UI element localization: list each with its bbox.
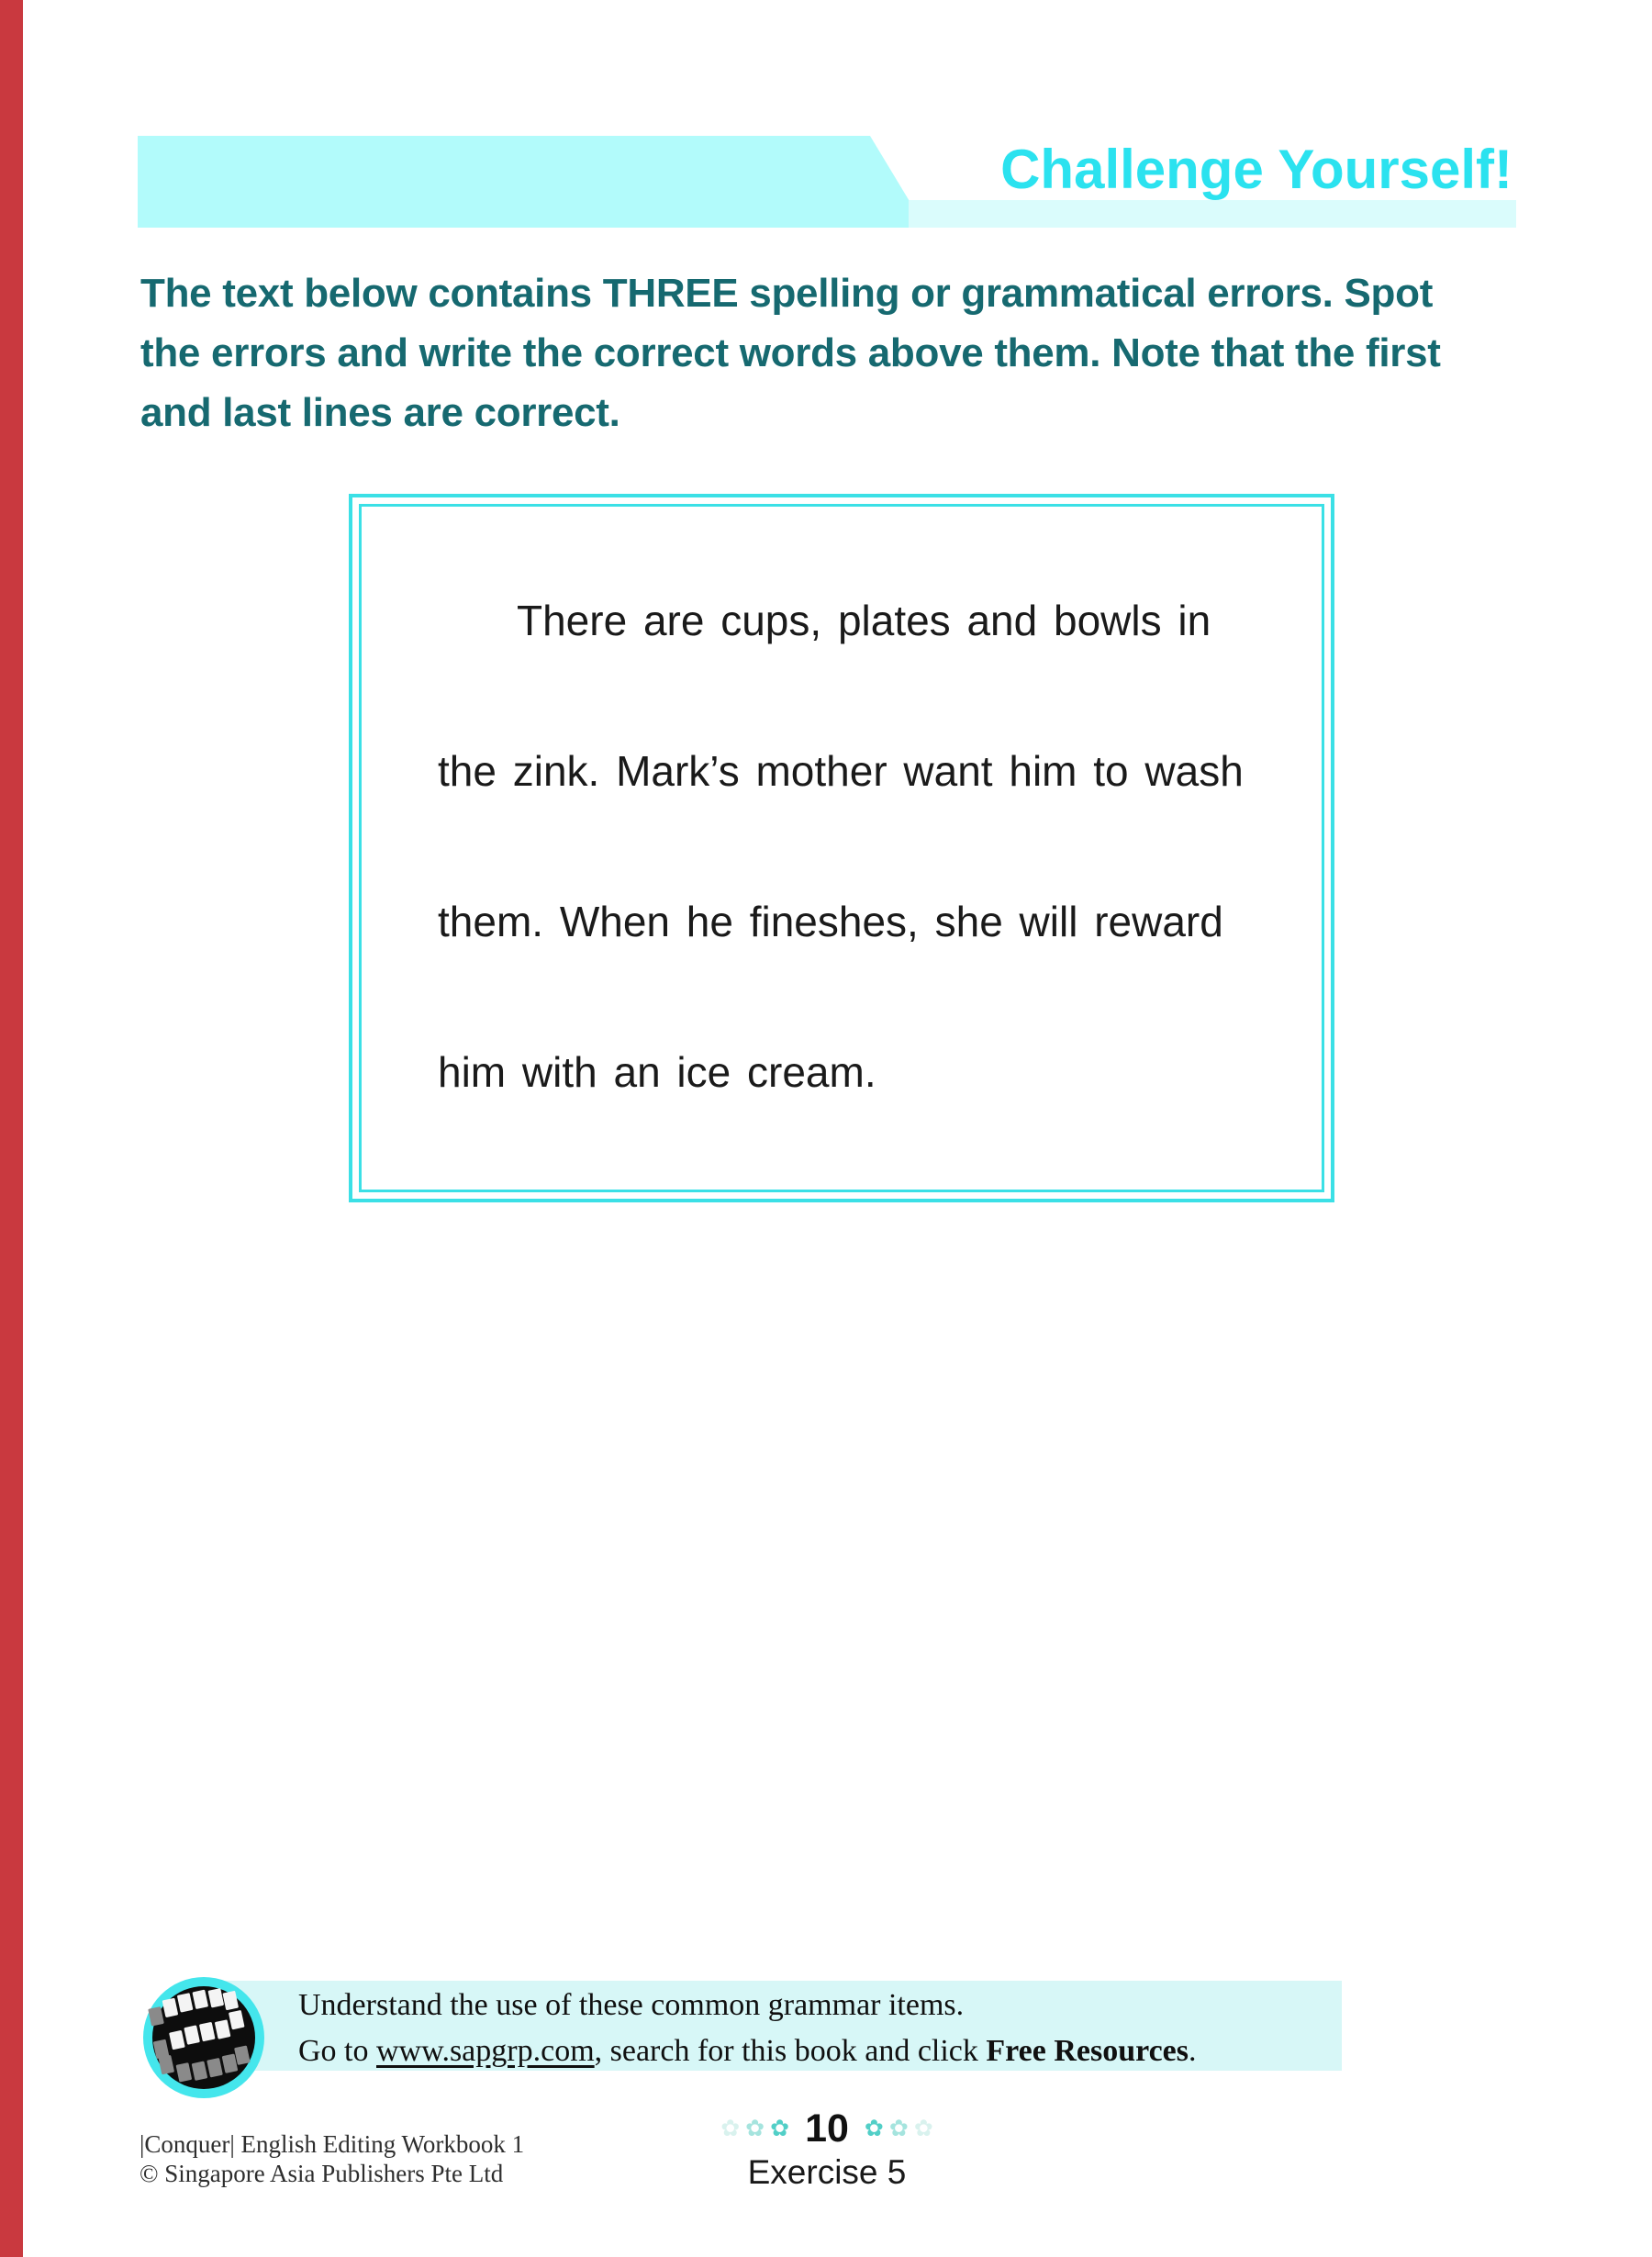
footer-note-middle: , search for this book and click: [594, 2034, 987, 2068]
passage-line: him with an ice cream.: [438, 1048, 876, 1096]
passage-text: [438, 545, 1282, 1147]
publisher-logo-icon: [142, 1976, 265, 2099]
free-resources-label: Free Resources: [986, 2034, 1189, 2068]
flower-icon: ✿: [720, 2115, 741, 2141]
exercise-label: Exercise 5: [747, 2153, 907, 2191]
flower-icon: ✿: [888, 2115, 909, 2141]
footer-note-line1: Understand the use of these common grammar items.: [298, 1988, 965, 2022]
copyright-line1: |Conquer| English Editing Workbook 1: [140, 2130, 525, 2158]
flower-icon: ✿: [745, 2115, 765, 2141]
footer-note-line2: [298, 2034, 1345, 2069]
flower-icon: ✿: [770, 2115, 790, 2141]
instruction-text: [140, 263, 1554, 442]
footer-note-prefix: Go to: [298, 2034, 376, 2068]
page-number-row: [642, 2106, 1011, 2151]
footer-note-suffix: .: [1189, 2034, 1197, 2068]
instruction-line: and last lines are correct.: [140, 390, 620, 435]
banner-title: Challenge Yourself!: [1000, 138, 1512, 200]
passage-line: There are cups, plates and bowls in: [517, 597, 1211, 644]
page-number: 10: [805, 2106, 849, 2151]
page-edge-strip: [0, 0, 23, 2257]
copyright-block: [140, 2129, 524, 2188]
passage-line: them. When he fineshes, she will reward: [438, 898, 1223, 945]
sapgrp-link[interactable]: www.sapgrp.com: [376, 2034, 595, 2068]
banner-substrip: [909, 200, 1516, 228]
passage-line: the zink. Mark’s mother want him to wash: [438, 747, 1244, 795]
copyright-line2: © Singapore Asia Publishers Pte Ltd: [140, 2160, 504, 2187]
instruction-line: the errors and write the correct words above them. Note that the first: [140, 330, 1441, 375]
flower-icon: ✿: [913, 2115, 933, 2141]
flower-icon: ✿: [864, 2115, 884, 2141]
instruction-line: The text below contains THREE spelling or grammatical errors. Spot: [140, 271, 1434, 316]
